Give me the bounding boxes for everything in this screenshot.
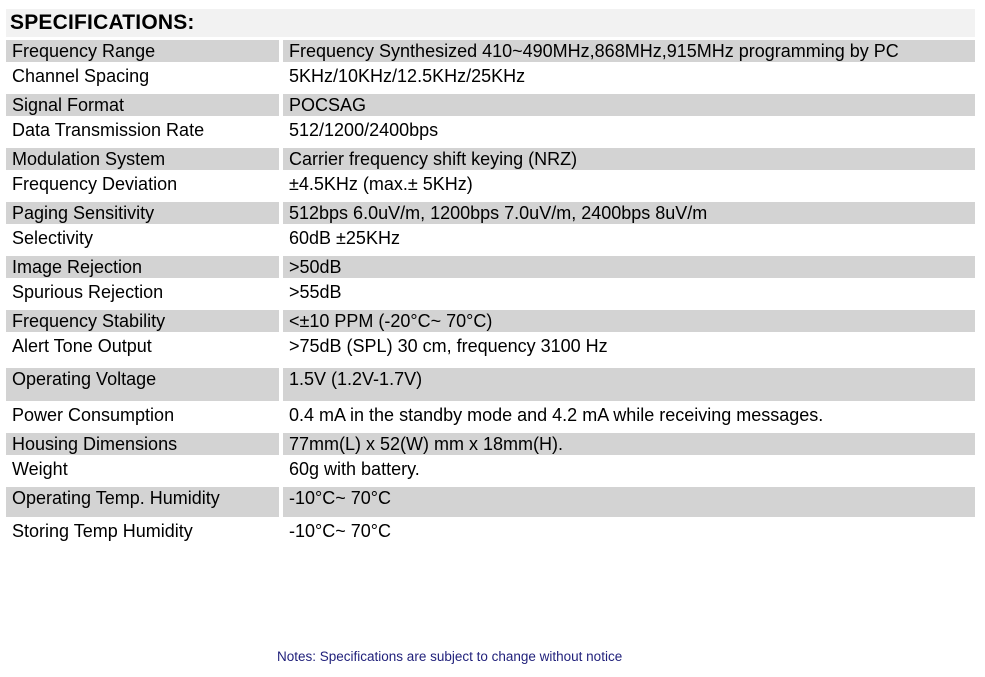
spec-label: Selectivity [6,227,279,253]
specifications-note: Notes: Specifications are subject to change without notice [277,649,623,664]
spec-label: Spurious Rejection [6,281,279,307]
spec-row-power-consumption [6,404,975,430]
spec-label: Channel Spacing [6,65,279,91]
spec-value: -10°C~ 70°C [283,520,975,546]
spec-row-image-rejection [6,256,975,278]
page-title: SPECIFICATIONS: [10,11,195,34]
spec-row-data-transmission-rate [6,119,975,145]
spec-label: Modulation System [6,148,279,170]
spec-row-alert-tone-output [6,335,975,365]
spec-value: >75dB (SPL) 30 cm, frequency 3100 Hz [283,335,975,365]
spec-label: Operating Voltage [6,368,279,401]
spec-row-channel-spacing [6,65,975,91]
spec-row-operating-voltage [6,368,975,401]
spec-row-modulation-system [6,148,975,170]
spec-value: >55dB [283,281,975,307]
spec-label: Storing Temp Humidity [6,520,279,546]
spec-value: 5KHz/10KHz/12.5KHz/25KHz [283,65,975,91]
spec-value: <±10 PPM (-20°C~ 70°C) [283,310,975,332]
spec-value: -10°C~ 70°C [283,487,975,517]
spec-label: Frequency Deviation [6,173,279,199]
spec-value: ±4.5KHz (max.± 5KHz) [283,173,975,199]
spec-value: 60dB ±25KHz [283,227,975,253]
spec-row-frequency-stability [6,310,975,332]
spec-label: Frequency Stability [6,310,279,332]
spec-row-selectivity [6,227,975,253]
spec-value: 0.4 mA in the standby mode and 4.2 mA while receiving messages. [283,404,975,430]
spec-row-paging-sensitivity [6,202,975,224]
spec-row-housing-dimensions [6,433,975,455]
spec-row-spurious-rejection [6,281,975,307]
spec-value: 1.5V (1.2V-1.7V) [283,368,975,401]
spec-value: >50dB [283,256,975,278]
spec-label: Operating Temp. Humidity [6,487,279,517]
spec-label: Weight [6,458,279,484]
spec-row-frequency-range [6,40,975,62]
specifications-table [6,40,975,549]
spec-value: POCSAG [283,94,975,116]
spec-value: 60g with battery. [283,458,975,484]
specifications-header [6,9,975,37]
spec-value: 77mm(L) x 52(W) mm x 18mm(H). [283,433,975,455]
spec-label: Image Rejection [6,256,279,278]
spec-row-weight [6,458,975,484]
spec-label: Signal Format [6,94,279,116]
spec-row-frequency-deviation [6,173,975,199]
spec-value: Carrier frequency shift keying (NRZ) [283,148,975,170]
spec-row-signal-format [6,94,975,116]
spec-row-operating-temp-humidity [6,487,975,517]
spec-label: Power Consumption [6,404,279,430]
spec-value: Frequency Synthesized 410~490MHz,868MHz,915MHz programming by PC [283,40,975,62]
spec-label: Frequency Range [6,40,279,62]
spec-label: Alert Tone Output [6,335,279,365]
spec-label: Housing Dimensions [6,433,279,455]
spec-label: Data Transmission Rate [6,119,279,145]
spec-value: 512bps 6.0uV/m, 1200bps 7.0uV/m, 2400bps 8uV/m [283,202,975,224]
spec-label: Paging Sensitivity [6,202,279,224]
spec-value: 512/1200/2400bps [283,119,975,145]
spec-row-storing-temp-humidity [6,520,975,546]
